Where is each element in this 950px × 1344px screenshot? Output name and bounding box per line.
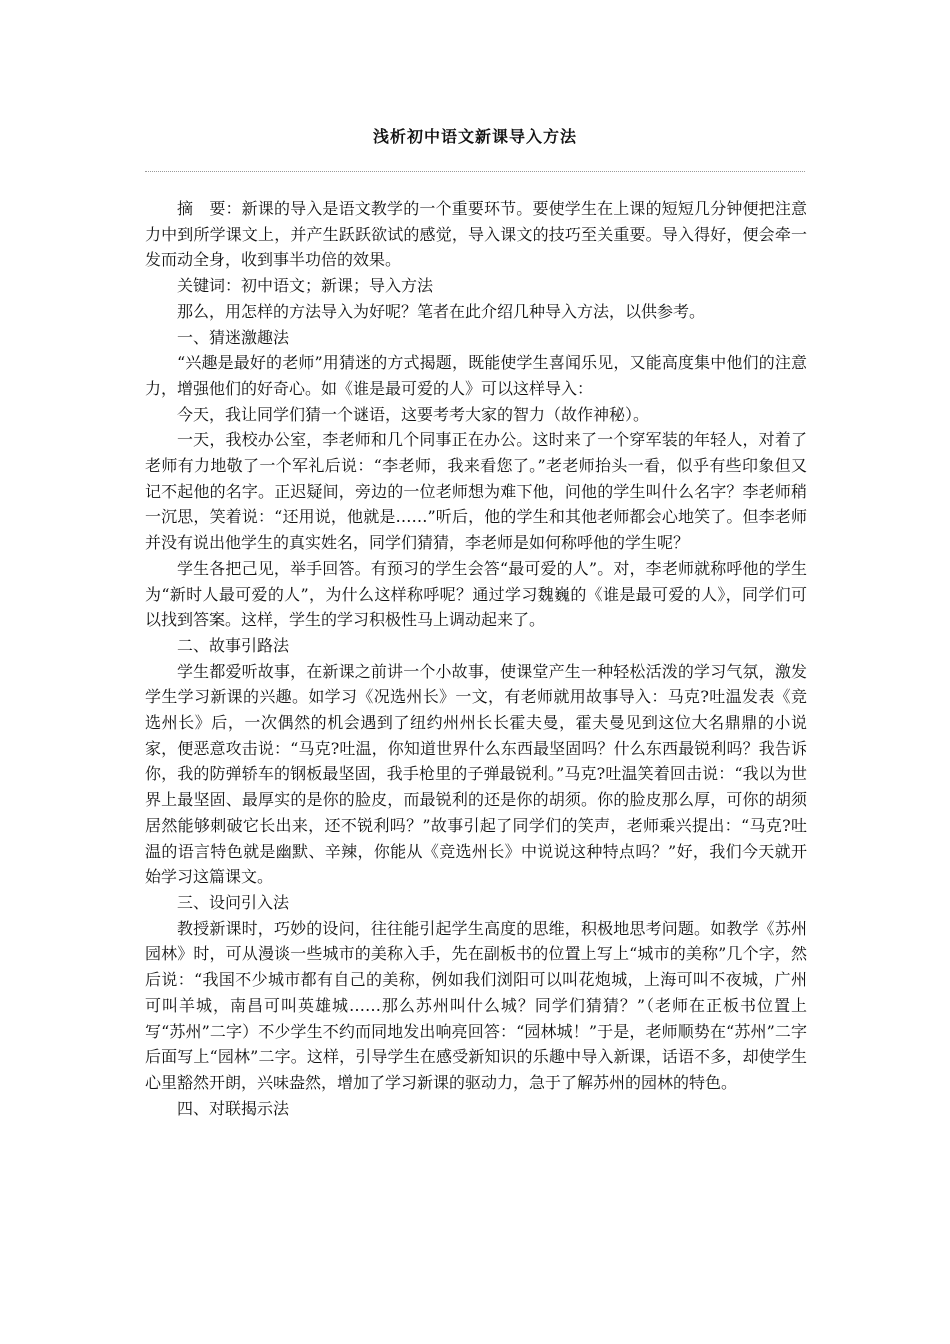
section-heading-2: 二、故事引路法	[177, 635, 290, 655]
body-paragraph: 教授新课时，巧妙的设问，往往能引起学生高度的思维，积极地思考问题。如教学《苏州园林》时，可从漫谈一些城市的美称入手，先在副板书的位置上写上“城市的美称”几个字，然后说：“我国不少城市都有自己的美称，例如我们浏阳可以叫花炮城，上海可叫不夜城，广州可叫羊城，南昌可叫英雄城……那么苏州叫什么城？同学们猜猜？”（老师在正板书位置上写“苏州”二字）不少学生不约而同地发出响亮回答：“园林城！”于是，老师顺势在“苏州”二字后面写上“园林”二字。这样，引导学生在感受新知识的乐趣中导入新课，话语不多，却使学生心里豁然开朗，兴味盎然，增加了学习新课的驱动力，急于了解苏州的园林的特色。	[145, 918, 807, 1092]
intro-paragraph: 那么，用怎样的方法导入为好呢？笔者在此介绍几种导入方法，以供参考。	[177, 301, 706, 321]
body-paragraph: “兴趣是最好的老师”用猜迷的方式揭题，既能使学生喜闻乐见，又能高度集中他们的注意力，增强他们的好奇心。如《谁是最可爱的人》可以这样导入：	[145, 353, 807, 398]
body-paragraph: 一天，我校办公室，李老师和几个同事正在办公。这时来了一个穿军装的年轻人，对着了老师有力地敬了一个军礼后说：“李老师，我来看您了。”老老师抬头一看，似乎有些印象但又记不起他的名字。正迟疑间，旁边的一位老师想为难下他，问他的学生叫什么名字？李老师稍一沉思，笑着说：“还用说，他就是……”听后，他的学生和其他老师都会心地笑了。但李老师并没有说出他学生的真实姓名，同学们猜猜，李老师是如何称呼他的学生呢？	[145, 430, 807, 553]
title-divider	[145, 171, 805, 172]
body-paragraph: 今天，我让同学们猜一个谜语，这要考考大家的智力（故作神秘）。	[177, 404, 650, 424]
keywords-paragraph: 关键词：初中语文；新课；导入方法	[177, 276, 434, 296]
section-heading-1: 一、猜迷激趣法	[177, 327, 290, 347]
document-body	[145, 196, 807, 1121]
body-paragraph: 学生都爱听故事，在新课之前讲一个小故事，使课堂产生一种轻松活泼的学习气氛，激发学生学习新课的兴趣。如学习《况选州长》一文，有老师就用故事导入：马克?吐温发表《竞选州长》后，一次偶然的机会遇到了纽约州州长长霍夫曼，霍夫曼见到这位大名鼎鼎的小说家，便恶意攻击说：“马克?吐温，你知道世界什么东西最坚固吗？什么东西最锐利吗？我告诉你，我的防弹轿车的钢板最坚固，我手枪里的子弹最锐利。”马克?吐温笑着回击说：“我以为世界上最坚固、最厚实的是你的脸皮，而最锐利的还是你的胡须。你的脸皮那么厚，可你的胡须居然能够刺破它长出来，还不锐利吗？”故事引起了同学们的笑声，老师乘兴提出：“马克?吐温的语言特色就是幽默、辛辣，你能从《竞选州长》中说说这种特点吗？”好，我们今天就开始学习这篇课文。	[145, 661, 807, 887]
abstract-paragraph: 摘 要：新课的导入是语文教学的一个重要环节。要使学生在上课的短短几分钟便把注意力中到所学课文上，并产生跃跃欲试的感觉，导入课文的技巧至关重要。导入得好，便会牵一发而动全身，收到事半功倍的效果。	[145, 199, 807, 270]
section-heading-4: 四、对联揭示法	[177, 1098, 290, 1118]
section-heading-3: 三、设问引入法	[177, 892, 290, 912]
document-title: 浅析初中语文新课导入方法	[372, 127, 577, 146]
body-paragraph: 学生各把己见，举手回答。有预习的学生会答“最可爱的人”。对，李老师就称呼他的学生为“新时人最可爱的人”，为什么这样称呼呢？通过学习魏巍的《谁是最可爱的人》，同学们可以找到答案。这样，学生的学习积极性马上调动起来了。	[145, 558, 807, 630]
